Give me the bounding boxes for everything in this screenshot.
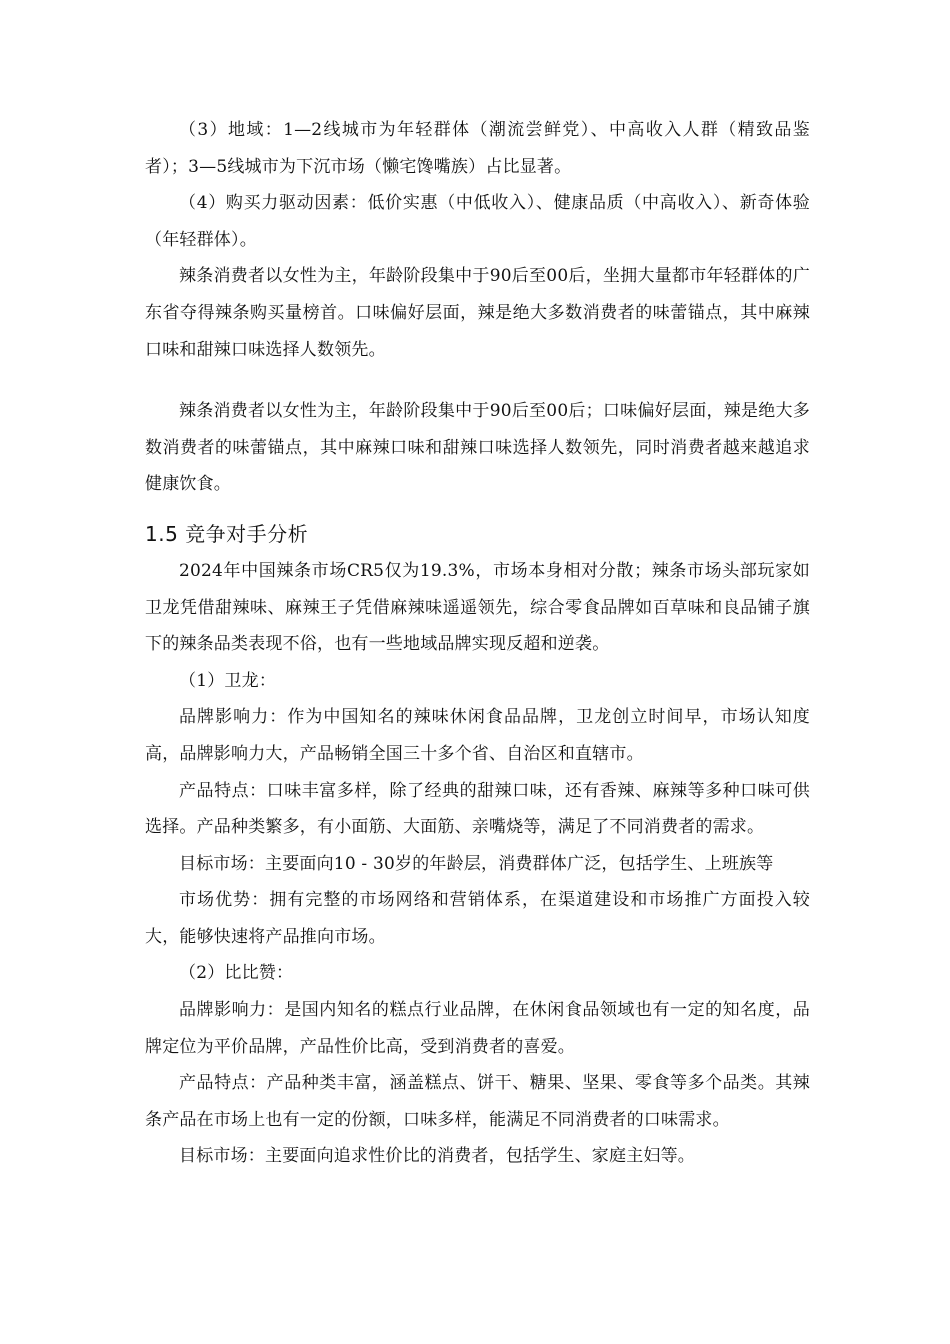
paragraph-market-overview: 2024年中国辣条市场CR5仅为19.3%，市场本身相对分散；辣条市场头部玩家如卫龙凭借甜辣味、麻辣王子凭借麻辣味遥遥领先，综合零食品牌如百草味和良品铺子旗下的辣条品类表现不俗，也有一些地域品牌实现反超和逆袭。 (145, 560, 810, 655)
paragraph-bibizan-target: 目标市场：主要面向追求性价比的消费者，包括学生、家庭主妇等。 (179, 1146, 695, 1167)
document-page (145, 112, 810, 1175)
paragraph-region: （3）地域：1—2线城市为年轻群体（潮流尝鲜党）、中高收入人群（精致品鉴者）；3—5线城市为下沉市场（懒宅馋嘴族）占比显著。 (145, 120, 810, 177)
paragraph-weilong-title: （1）卫龙： (179, 670, 277, 691)
paragraph-bibizan-brand: 品牌影响力：是国内知名的糕点行业品牌，在休闲食品领域也有一定的知名度，品牌定位为平价品牌，产品性价比高，受到消费者的喜爱。 (145, 1000, 810, 1057)
paragraph-weilong-brand: 品牌影响力：作为中国知名的辣味休闲食品品牌，卫龙创立时间早，市场认知度高，品牌影响力大，产品畅销全国三十多个省、自治区和直辖市。 (145, 707, 810, 764)
paragraph-purchase-drivers: （4）购买力驱动因素：低价实惠（中低收入）、健康品质（中高收入）、新奇体验（年轻群体）。 (145, 193, 810, 250)
paragraph-weilong-product: 产品特点：口味丰富多样，除了经典的甜辣口味，还有香辣、麻辣等多种口味可供选择。产品种类繁多，有小面筋、大面筋、亲嘴烧等，满足了不同消费者的需求。 (145, 780, 810, 838)
paragraph-consumer-summary-health: 辣条消费者以女性为主，年龄阶段集中于90后至00后；口味偏好层面，辣是绝大多数消费者的味蕾锚点，其中麻辣口味和甜辣口味选择人数领先，同时消费者越来越追求健康饮食。 (145, 401, 810, 495)
paragraph-bibizan-product: 产品特点：产品种类丰富，涵盖糕点、饼干、糖果、坚果、零食等多个品类。其辣条产品在市场上也有一定的份额，口味多样，能满足不同消费者的口味需求。 (145, 1073, 810, 1130)
paragraph-consumer-summary: 辣条消费者以女性为主，年龄阶段集中于90后至00后，坐拥大量都市年轻群体的广东省夺得辣条购买量榜首。口味偏好层面，辣是绝大多数消费者的味蕾锚点，其中麻辣口味和甜辣口味选择人数领先。 (145, 266, 810, 360)
paragraph-gap (145, 368, 810, 393)
paragraph-weilong-target: 目标市场：主要面向10 - 30岁的年龄层，消费群体广泛，包括学生、上班族等 (179, 853, 774, 874)
paragraph-weilong-advantage: 市场优势：拥有完整的市场网络和营销体系，在渠道建设和市场推广方面投入较大，能够快速将产品推向市场。 (145, 890, 810, 947)
section-heading: 1.5 竞争对手分析 (145, 521, 309, 546)
paragraph-bibizan-title: （2）比比赞： (179, 963, 294, 984)
